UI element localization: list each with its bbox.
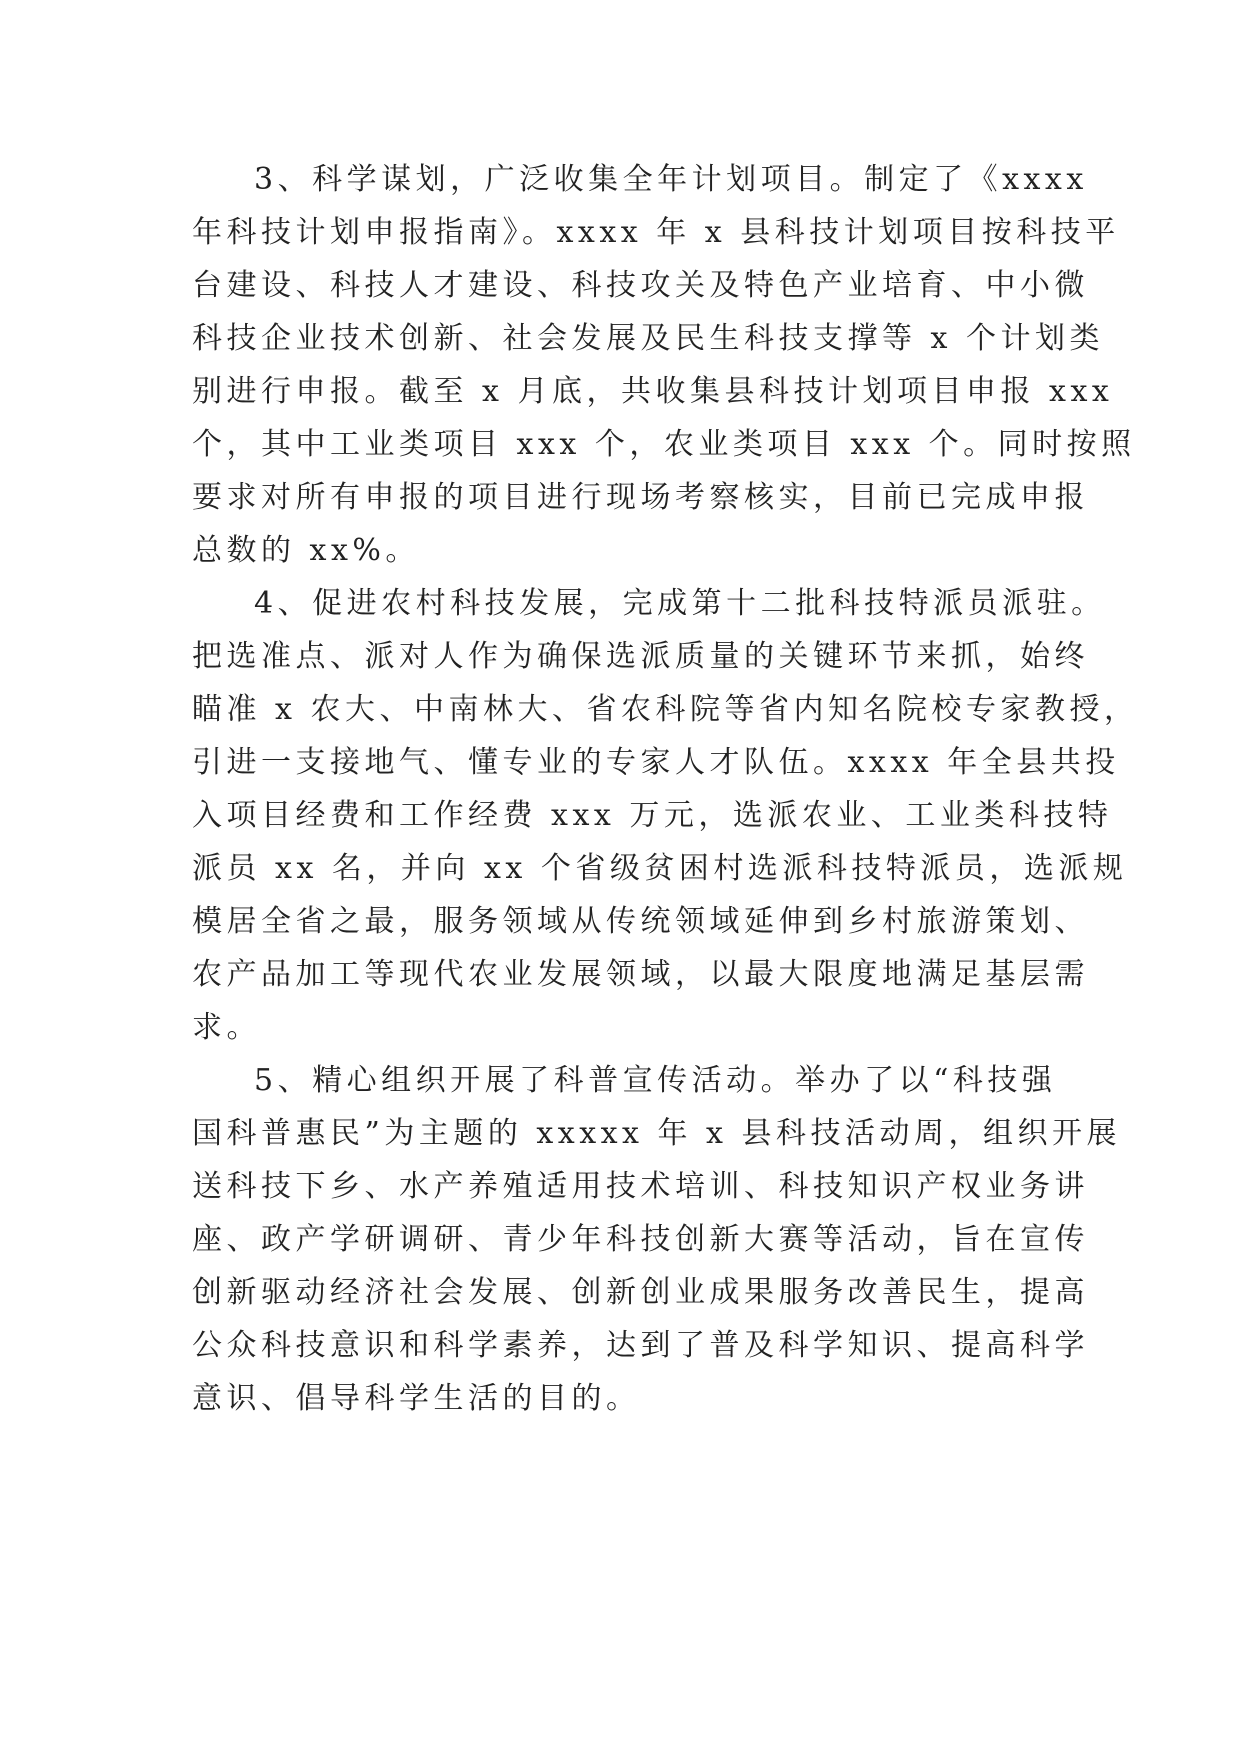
paragraph-3-line-5: 别进行申报。截至 x 月底，共收集县科技计划项目申报 xxx: [192, 374, 1114, 409]
paragraph-3-line-7: 要求对所有申报的项目进行现场考察核实，目前已完成申报: [192, 480, 1089, 515]
paragraph-4-line-8: 农产品加工等现代农业发展领域，以最大限度地满足基层需: [192, 957, 1089, 992]
paragraph-5-line-3: 送科技下乡、水产养殖适用技术培训、科技知识产权业务讲: [192, 1169, 1089, 1204]
paragraph-4-line-3: 瞄准 x 农大、中南林大、省农科院等省内知名院校专家教授，: [192, 692, 1139, 727]
paragraph-3-line-3: 台建设、科技人才建设、科技攻关及特色产业培育、中小微: [192, 268, 1089, 303]
paragraph-3-line-4: 科技企业技术创新、社会发展及民生科技支撑等 x 个计划类: [192, 321, 1104, 356]
paragraph-5-line-5: 创新驱动经济社会发展、创新创业成果服务改善民生，提高: [192, 1275, 1089, 1310]
paragraph-4-line-2: 把选准点、派对人作为确保选派质量的关键环节来抓，始终: [192, 639, 1089, 674]
paragraph-4-line-4: 引进一支接地气、懂专业的专家人才队伍。xxxx 年全县共投: [192, 745, 1120, 780]
paragraph-3-line-6: 个，其中工业类项目 xxx 个，农业类项目 xxx 个。同时按照: [192, 427, 1136, 462]
paragraph-3-line-1: 3、科学谋划，广泛收集全年计划项目。制定了《xxxx: [254, 162, 1088, 197]
paragraph-5-line-1: 5、精心组织开展了科普宣传活动。举办了以“科技强: [254, 1063, 1057, 1098]
paragraph-4-line-9: 求。: [192, 1010, 261, 1045]
paragraph-5-line-2: 国科普惠民”为主题的 xxxxx 年 x 县科技活动周，组织开展: [192, 1116, 1121, 1151]
paragraph-3-line-2: 年科技计划申报指南》。xxxx 年 x 县科技计划项目按科技平: [192, 215, 1120, 250]
paragraph-3-line-8: 总数的 xx%。: [192, 533, 420, 568]
paragraph-5-line-4: 座、政产学研调研、青少年科技创新大赛等活动，旨在宣传: [192, 1222, 1089, 1257]
paragraph-5-line-6: 公众科技意识和科学素养，达到了普及科学知识、提高科学: [192, 1328, 1089, 1363]
paragraph-4-line-5: 入项目经费和工作经费 xxx 万元，选派农业、工业类科技特: [192, 798, 1113, 833]
paragraph-4-line-7: 模居全省之最，服务领域从传统领域延伸到乡村旅游策划、: [192, 904, 1089, 939]
paragraph-5-line-7: 意识、倡导科学生活的目的。: [192, 1381, 641, 1416]
paragraph-4-line-6: 派员 xx 名，并向 xx 个省级贫困村选派科技特派员，选派规: [192, 851, 1128, 886]
paragraph-4-line-1: 4、促进农村科技发展，完成第十二批科技特派员派驻。: [254, 586, 1106, 621]
